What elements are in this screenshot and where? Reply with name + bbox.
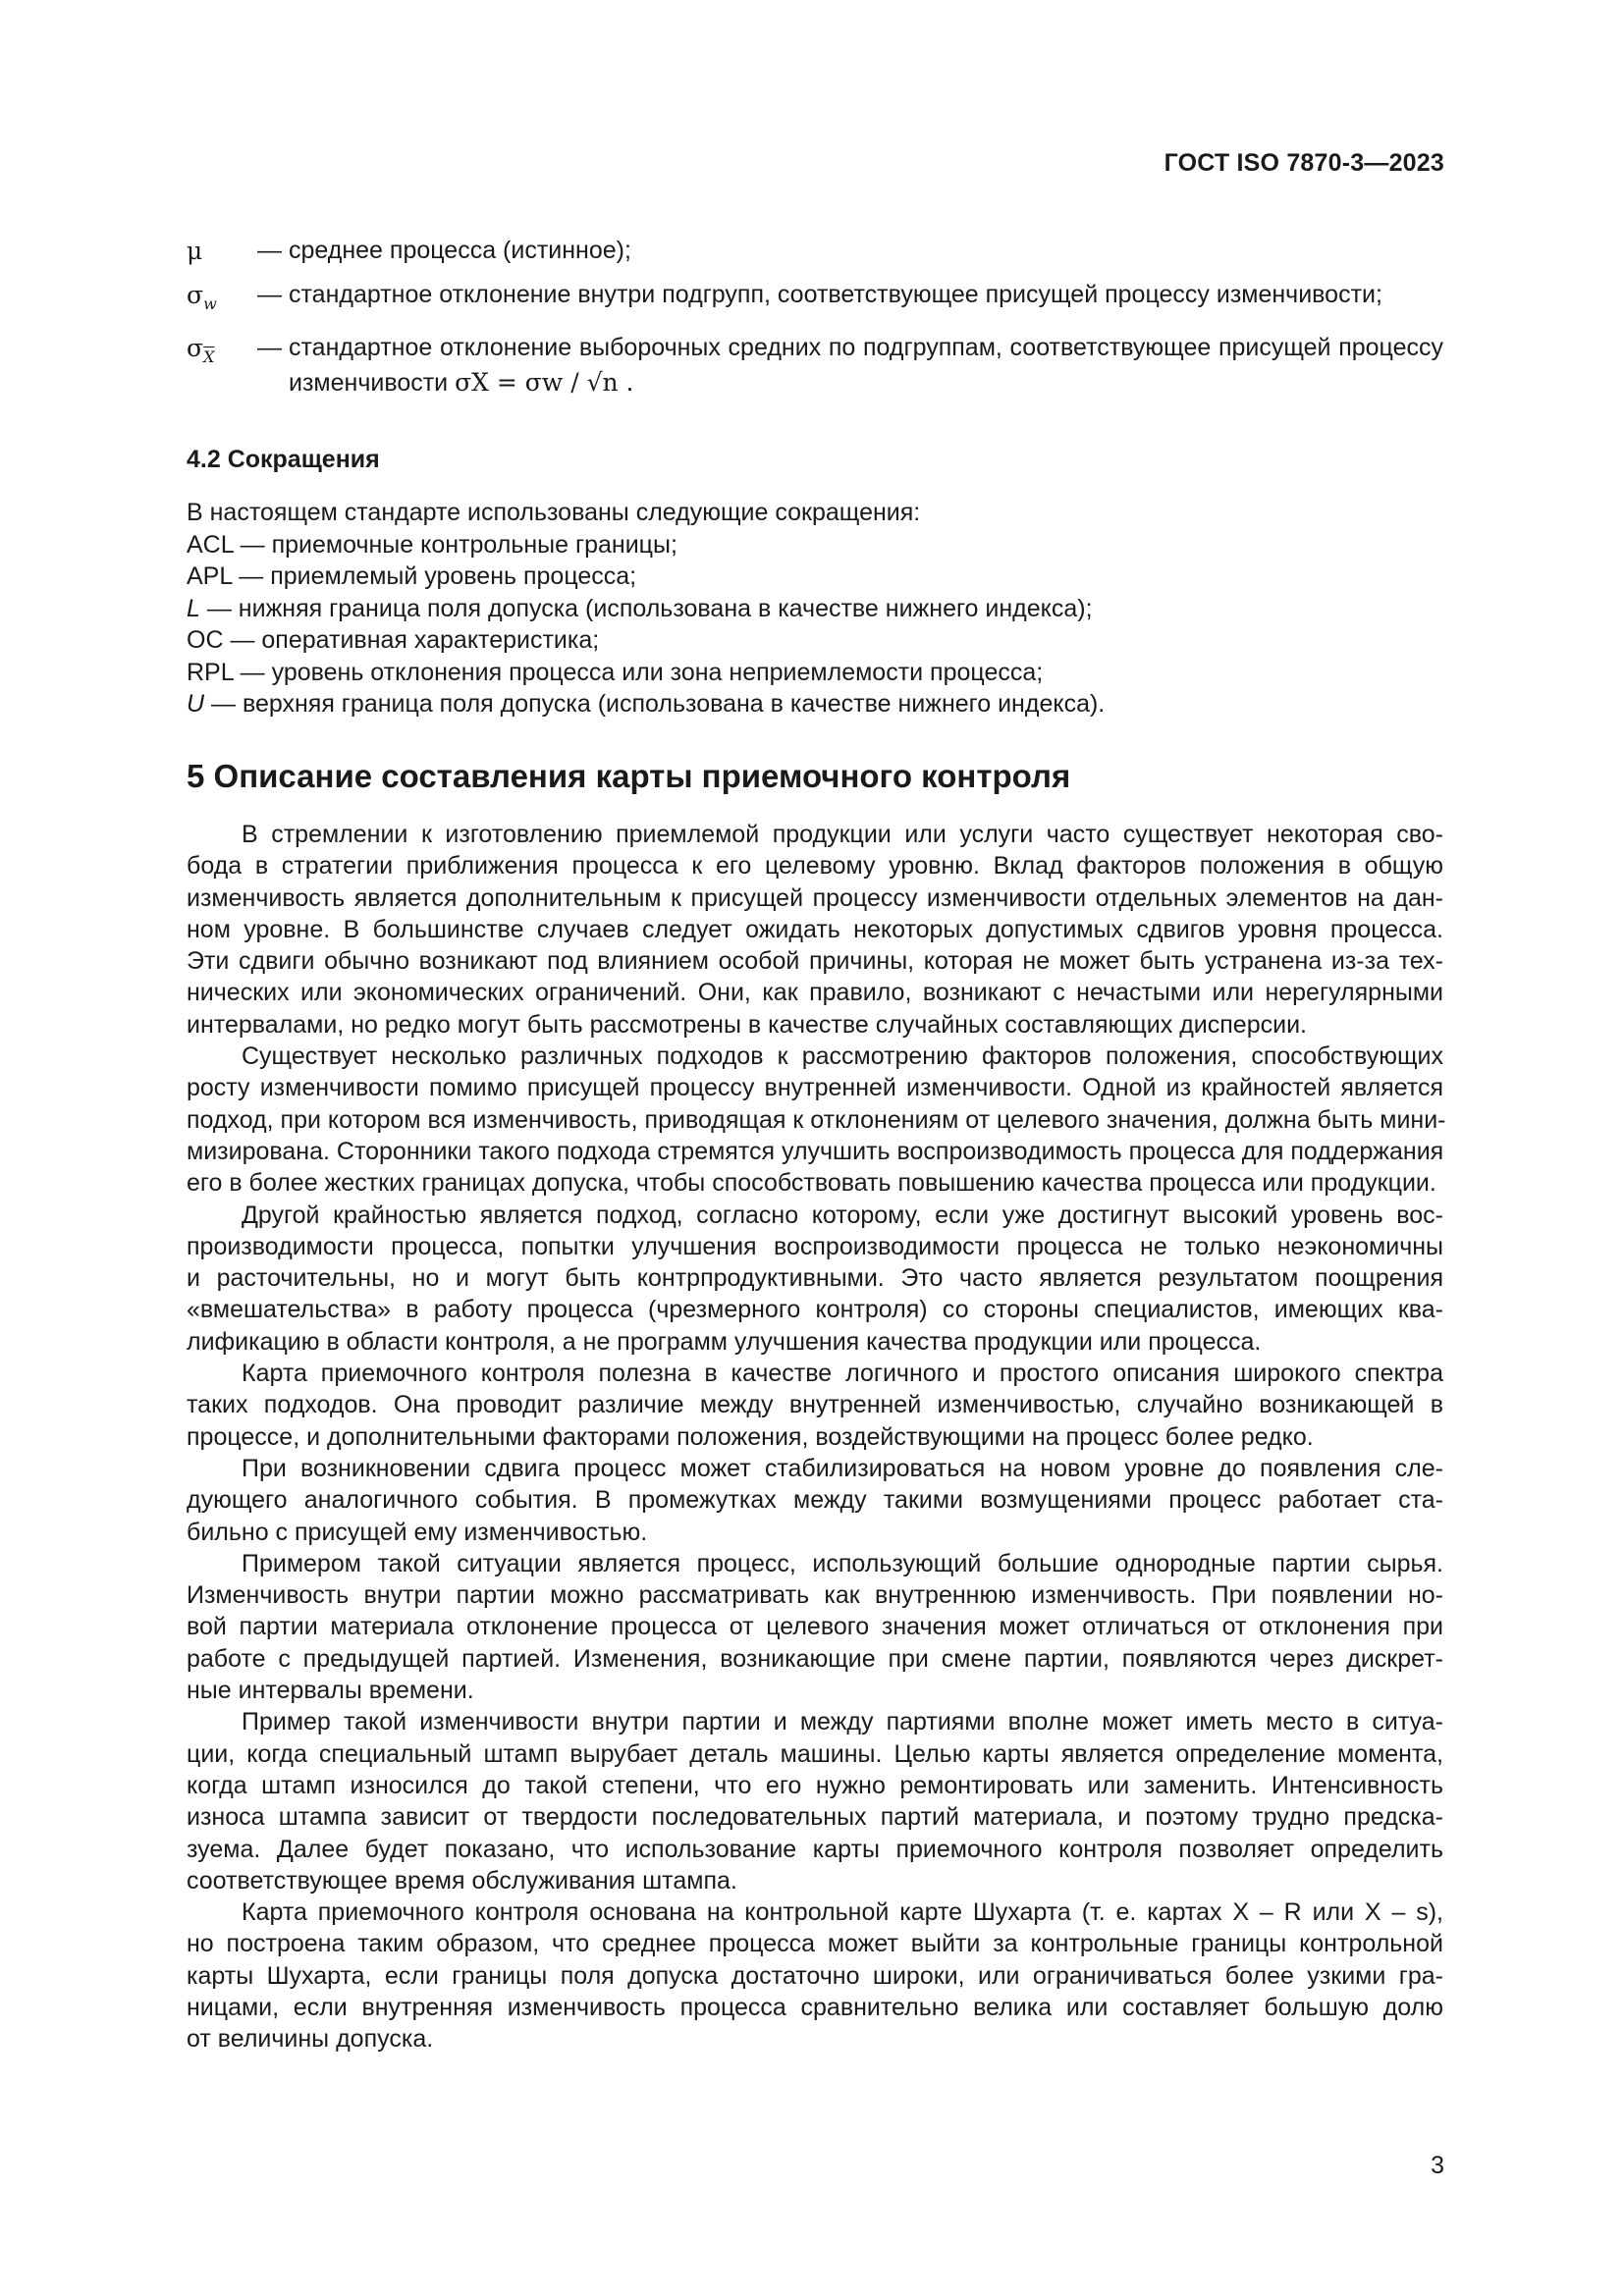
text-line: работе с предыдущей партией. Изменения, возникающие при смене партии, появляются через дискрет- [187, 1644, 1443, 1673]
paragraph [187, 1896, 1443, 2055]
section-4-2-title: 4.2 Сокращения [187, 446, 380, 473]
text-line: Примером такой ситуации является процесс, использующий большие однородные партии сырья. [242, 1549, 1443, 1577]
text-line: ные интервалы времени. [187, 1677, 474, 1705]
text-line: таких подходов. Она проводит различие между внутренней изменчивостью, случайно возникающей в [187, 1391, 1443, 1419]
text-line: соответствующее время обслуживания штампа. [187, 1866, 737, 1895]
paragraph [187, 1041, 1446, 1199]
text-line: и расточительны, но и могут быть контрпродуктивными. Это часто является результатом поощрения [187, 1264, 1443, 1293]
text-line: Эти сдвиги обычно возникают под влиянием особой причины, которая не может быть устранена из-за тех- [187, 947, 1443, 976]
text-line: «вмешательства» в работу процесса (чрезмерного контроля) со стороны специалистов, имеющих ква- [187, 1296, 1443, 1324]
text-line: Карта приемочного контроля полезна в качестве логичного и простого описания широкого спектра [242, 1360, 1443, 1388]
dash: — [257, 237, 282, 264]
text-line: Другой крайностью является подход, согласно которому, если уже достигнут высокий уровень вос- [242, 1201, 1443, 1229]
text-line: карты Шухарта, если границы поля допуска достаточно широки, или ограничиваться более узкими гра- [187, 1961, 1443, 1990]
text-line: При возникновении сдвига процесс может стабилизироваться на новом уровне до появления сле- [242, 1454, 1443, 1482]
symbol-mu-description: среднее процесса (истинное); [289, 237, 631, 264]
abbreviation-item: U — верхняя граница поля допуска (использована в качестве нижнего индекса). [187, 690, 1106, 718]
symbol-mu: μ [187, 237, 203, 265]
paragraph [187, 1706, 1443, 1896]
text-line: ном уровне. В большинстве случаев следует ожидать некоторых допустимых сдвигов уровня процесса. [187, 915, 1443, 943]
dash: — [257, 334, 282, 361]
abbreviation-item: ОС — оперативная характеристика; [187, 626, 600, 654]
text-line: ницами, если внутренняя изменчивость процесса сравнительно велика или составляет большую долю [187, 1993, 1443, 2021]
paragraph [187, 1453, 1443, 1548]
text-line: от величины допуска. [187, 2025, 434, 2054]
abbreviation-item: APL — приемлемый уровень процесса; [187, 562, 637, 590]
standard-code-header: ГОСТ ISO 7870-3—2023 [1164, 149, 1444, 177]
text-line: подход, при котором вся изменчивость, приводящая к отклонениям от целевого значения, должна быть мини- [187, 1105, 1446, 1134]
abbreviations-list [187, 497, 1443, 721]
symbol-row-mu [187, 234, 1443, 268]
text-line: В стремлении к изготовлению приемлемой продукции или услуги часто существует некоторая сво- [242, 821, 1443, 848]
text-line: Существует несколько различных подходов к рассмотрению факторов положения, способствующих [242, 1042, 1443, 1071]
text-line: изменчивость является дополнительным к присущей процессу изменчивости отдельных элементов на дан- [187, 883, 1443, 912]
text-line: дующего аналогичного события. В промежутках между такими возмущениями процесс работает ста- [187, 1486, 1443, 1515]
text-line: Пример такой изменчивости внутри партии и между партиями вполне может иметь место в ситуа- [242, 1708, 1443, 1736]
text-line: вой партии материала отклонение процесса от целевого значения может отличаться от отклонения при [187, 1613, 1443, 1641]
text-line: бильно с присущей ему изменчивостью. [187, 1518, 648, 1546]
text-line: производимости процесса, попытки улучшения воспроизводимости процесса не только неэкономичны [187, 1232, 1443, 1260]
text-line: мизирована. Сторонники такого подхода стремятся улучшить воспроизводимость процесса для поддержания [187, 1137, 1444, 1165]
section-5-title: 5 Описание составления карты приемочного контроля [187, 758, 1071, 794]
paragraph [187, 819, 1443, 1041]
text-line: зуема. Далее будет показано, что использование карты приемочного контроля позволяет определить [187, 1835, 1443, 1863]
paragraph [187, 1358, 1443, 1453]
symbols-list [187, 234, 1443, 410]
abbreviation-item: ACL — приемочные контрольные границы; [187, 530, 677, 559]
dash: — [257, 281, 282, 308]
symbol-row-sigma-xbar [187, 331, 1443, 400]
text-line: Изменчивость внутри партии можно рассматривать как внутреннюю изменчивость. При появлении но- [187, 1581, 1443, 1610]
symbol-sigma-w-description: стандартное отклонение внутри подгрупп, соответствующее присущей процессу изменчивости; [289, 281, 1382, 308]
text-line: когда штамп износился до такой степени, что его нужно ремонтировать или заменить. Интенсивность [187, 1771, 1443, 1799]
text-line: нических или экономических ограничений. Они, как правило, возникают с нечастыми или нерегулярными [187, 979, 1443, 1007]
symbol-row-sigma-w [187, 278, 1443, 321]
text-line: но построена таким образом, что среднее процесса может выйти за контрольные границы контрольной [187, 1930, 1443, 1958]
symbol-sigma-xbar: $\sigma_{\overline{X}}$ [187, 334, 215, 366]
text-line: росту изменчивости помимо присущей процессу внутренней изменчивости. Одной из крайностей является [187, 1074, 1443, 1102]
symbol-sigma-xbar-description: стандартное отклонение выборочных средних по подгруппам, соответствующее присущей процессу изменчивости σX = σw / √n . [289, 334, 1443, 397]
section-5-body [187, 819, 1446, 2056]
text-line: его в более жестких границах допуска, чтобы способствовать повышению качества процесса или продукции. [187, 1169, 1436, 1198]
text-line: ции, когда специальный штамп вырубает деталь машины. Целью карты является определение момента, [187, 1739, 1443, 1768]
abbreviation-item: RPL — уровень отклонения процесса или зона неприемлемости процесса; [187, 658, 1044, 686]
page-number: 3 [1431, 2152, 1444, 2179]
text-line: лификацию в области контроля, а не программ улучшения качества продукции или процесса. [187, 1327, 1262, 1356]
text-line: износа штампа зависит от твердости последовательных партий материала, и поэтому трудно предска- [187, 1803, 1443, 1832]
paragraph [187, 1200, 1443, 1358]
abbreviation-item: L — нижняя граница поля допуска (использована в качестве нижнего индекса); [187, 594, 1093, 622]
text-line: Карта приемочного контроля основана на контрольной карте Шухарта (т. е. картах X – R или X – s), [242, 1898, 1443, 1927]
sigma-formula: σX = σw / √n . [455, 368, 634, 397]
text-line: бода в стратегии приближения процесса к его целевому уровню. Вклад факторов положения в общую [187, 852, 1443, 881]
text-line: процессе, и дополнительными факторами положения, воздействующими на процесс более редко. [187, 1422, 1314, 1451]
symbol-sigma-w: $\sigma_w$ [187, 281, 217, 313]
paragraph [187, 1548, 1443, 1706]
abbreviations-intro: В настоящем стандарте использованы следующие сокращения: [187, 499, 921, 526]
text-line: интервалами, но редко могут быть рассмотрены в качестве случайных составляющих дисперсии. [187, 1010, 1307, 1039]
